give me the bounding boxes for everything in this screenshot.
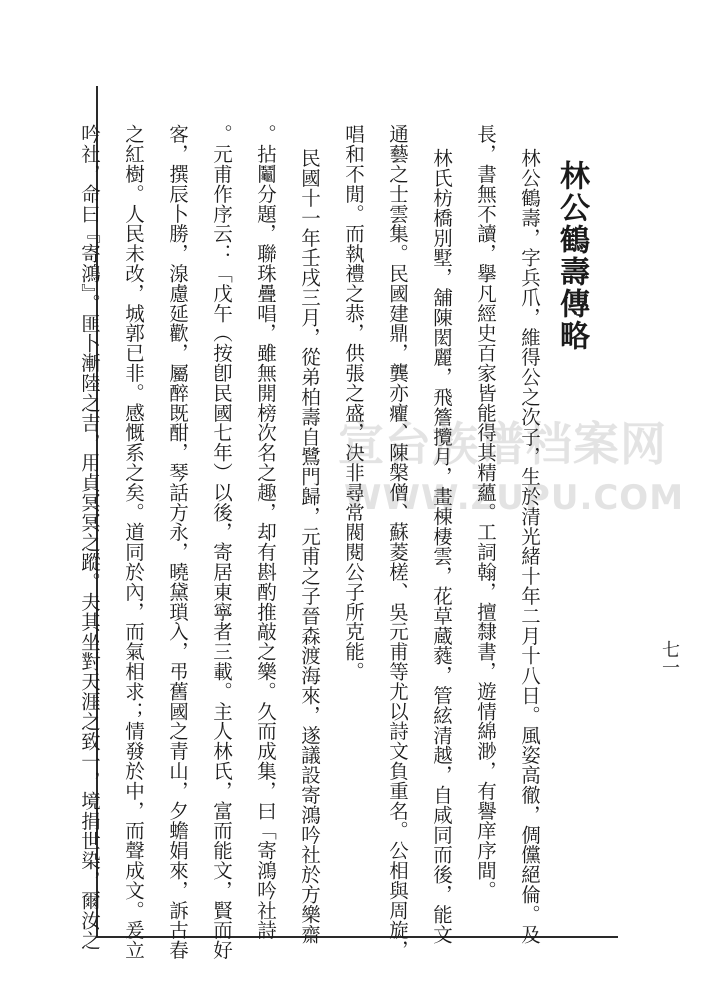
page-title: 林公鶴壽傳略 xyxy=(554,160,589,352)
page-number: 七一 xyxy=(659,640,680,676)
text-column-2: 長，書無不讀，擧凡經史百家皆能得其精蘊。工詞翰，擅隸書，遊情綿渺，有譽庠序間。 xyxy=(474,124,497,901)
text-column-10: 之紅樹。人民未改，城郭已非。感慨系之矣。道同於內，而氣相求；情發於中，而聲成文。爰立 xyxy=(122,124,145,960)
text-column-5: 唱和不閒。而執禮之恭，供張之盛，决非尋常閥閱公子所克能。 xyxy=(342,124,365,682)
text-column-11: 吟社，命曰『寄鴻』。匪卜漸陸之吉，用貞冥冥之蹤。夫其坐對天涯之致一，境捐世染，爾汝之 xyxy=(78,124,101,951)
watermark-en-text: WWW.ZUPU.COM xyxy=(344,478,685,518)
watermark-cn-text: 宣台族谱档案网 xyxy=(338,417,667,471)
text-column-9: 客，撰辰卜勝，湶慮延歡，屬醉既酣，琴話方永，曉黛瑣入，弔舊國之青山，夕蟾娟來，訴古春 xyxy=(166,124,189,960)
text-column-3: 林氏枋橋別墅，舖陳閎麗，飛簷攬月，畫棟棲雲，花草蔵蕤，管絃清越，自咸同而後，能文 xyxy=(430,148,453,944)
text-column-1: 林公鶴壽，字兵爪，維得公之次子，生於清光緒十年二月十八日。風姿高徹，倜儻絕倫。及 xyxy=(518,148,541,944)
text-column-8: 。元甫作序云：「戊午（按卽民國七年）以後，寄居東寧者三載。主人林氏，富而能文，賢而好 xyxy=(210,124,233,960)
text-column-6: 民國十一年壬戌三月，從弟柏壽自鷺門歸，元甫之子晉森渡海來，遂議設寄鴻吟社於方樂齋 xyxy=(298,148,321,944)
text-column-4: 通藝之士雲集。民國建鼎，龔亦癯、陳槃僧、蘇菱槎、吳元甫等尤以詩文負重名。公相與周旋， xyxy=(386,124,409,960)
text-column-7: 。拈鬮分題，聯珠疊唱，雖無開榜次名之趣，却有斟酌推敲之樂。久而成集，曰「寄鴻吟社詩 xyxy=(254,124,277,940)
